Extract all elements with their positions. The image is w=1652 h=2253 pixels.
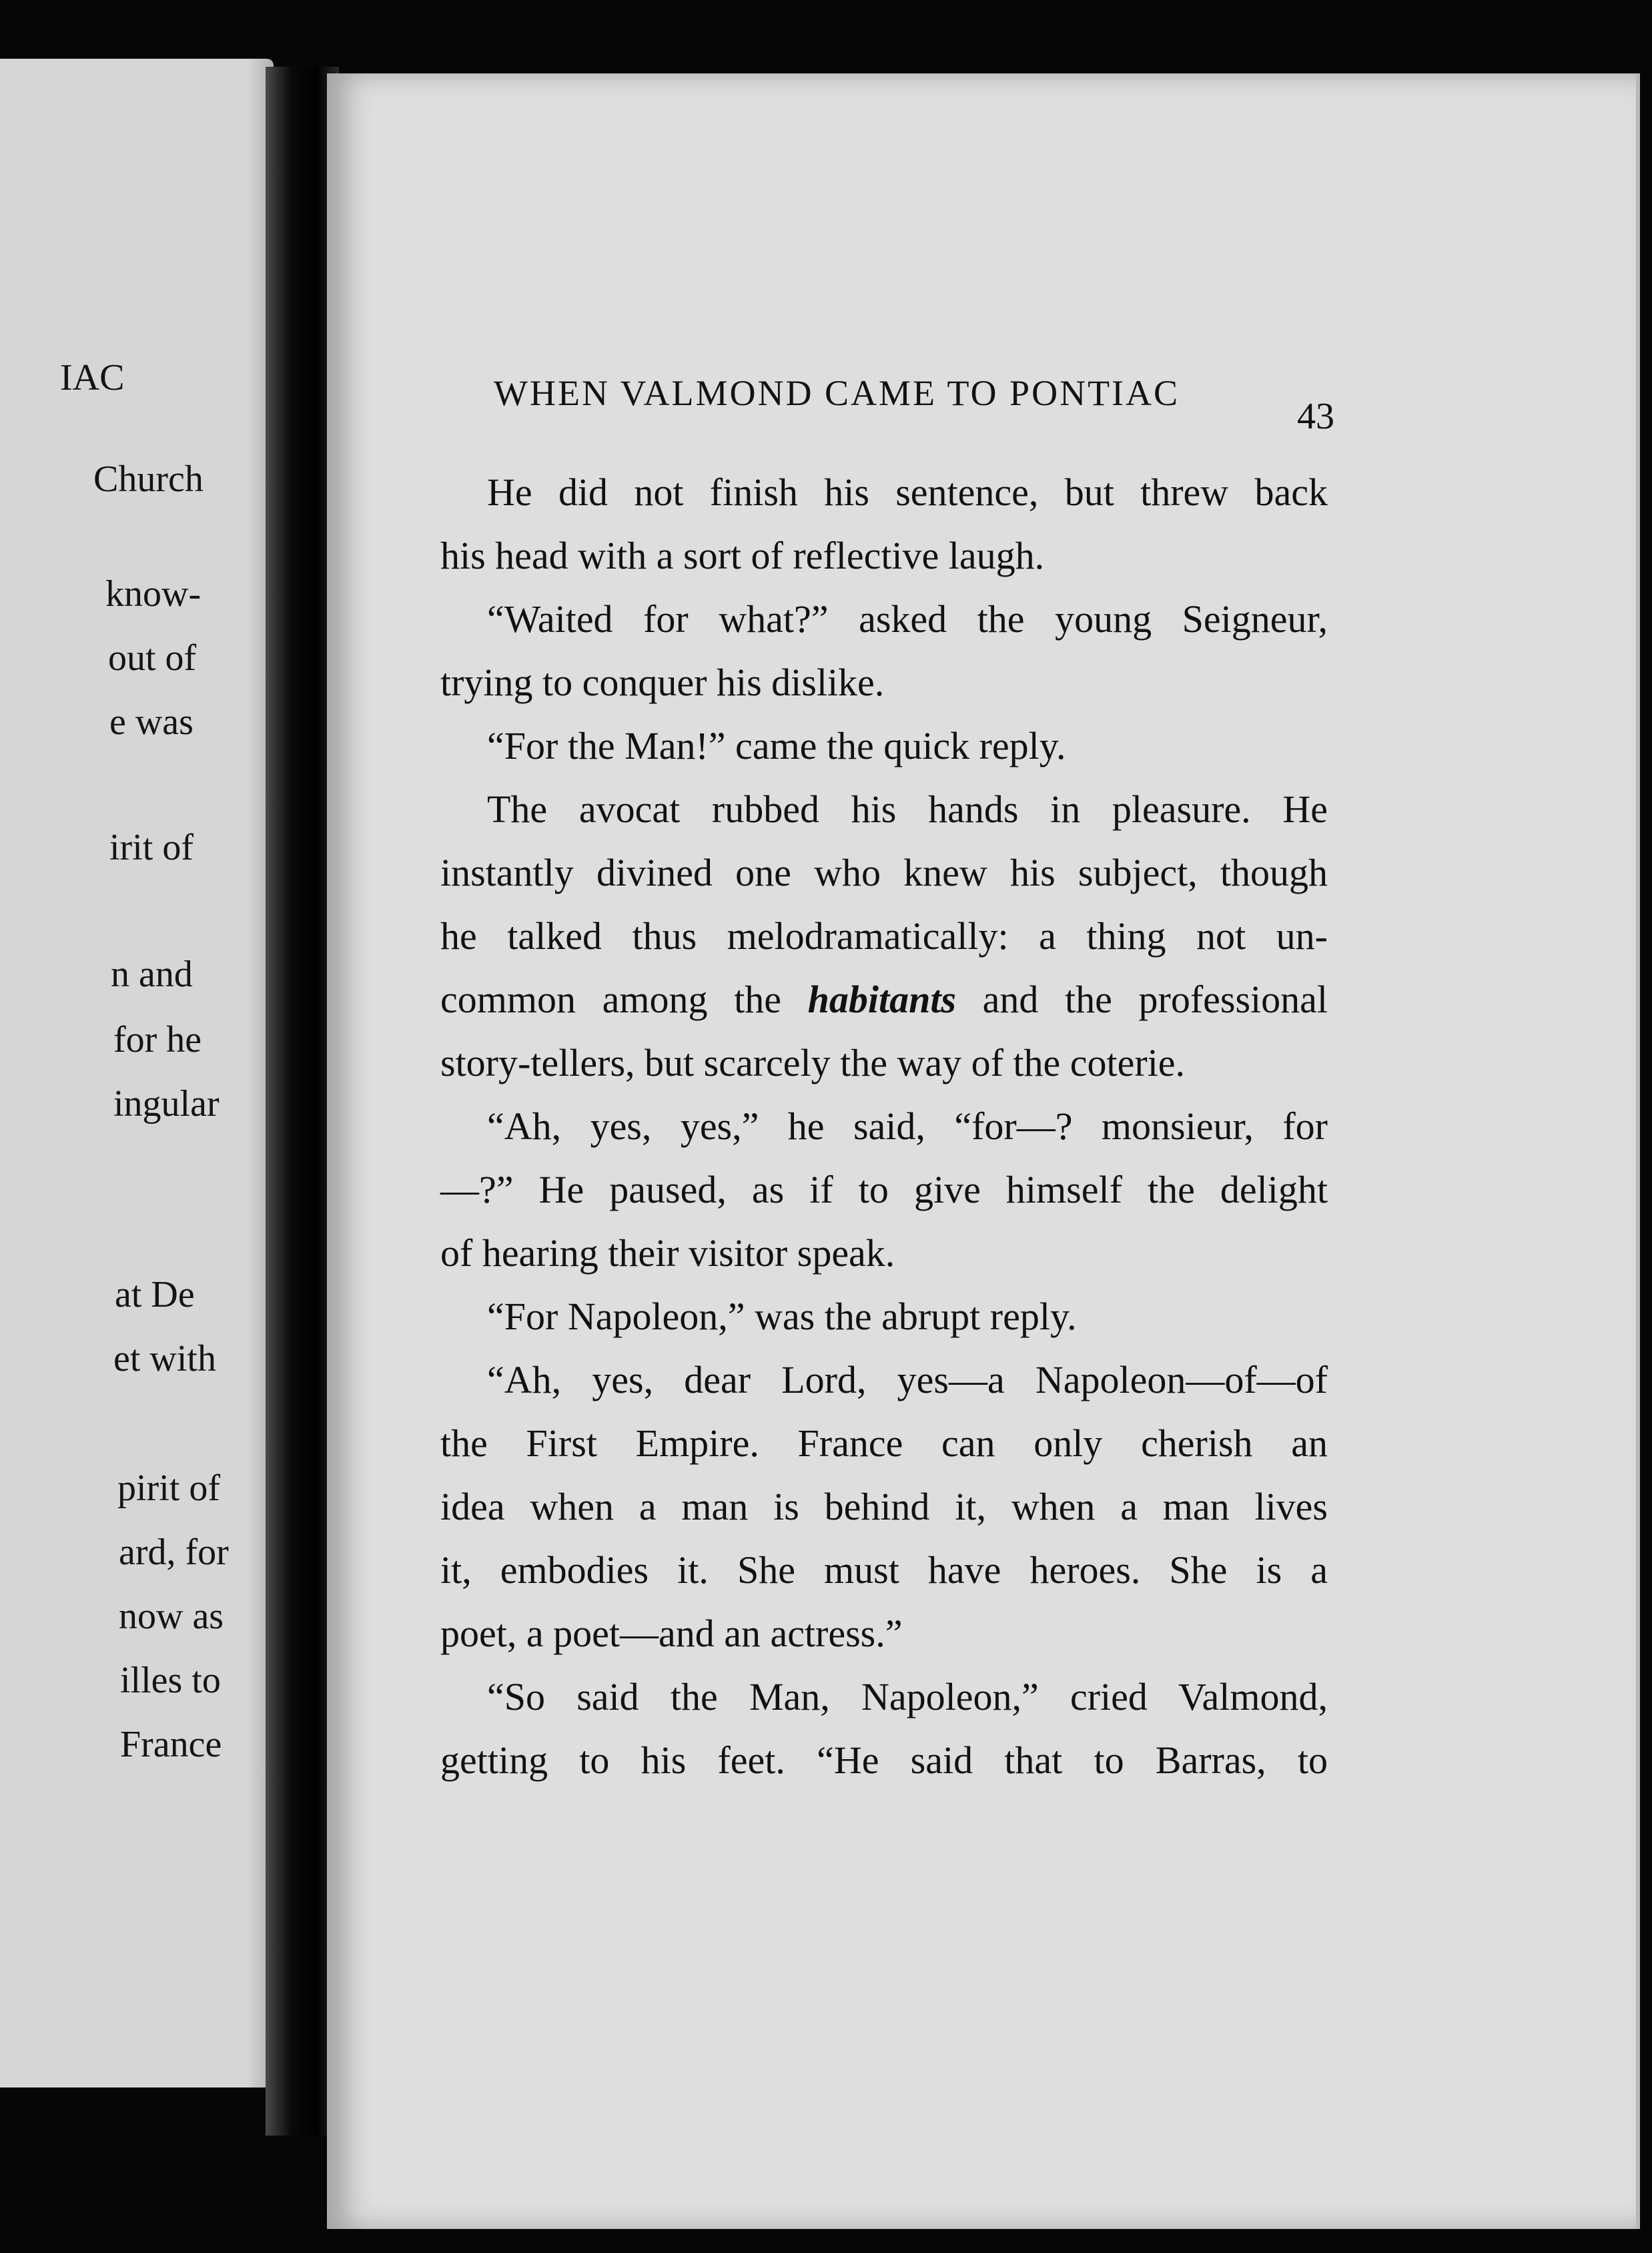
left-fragment: know- bbox=[105, 573, 201, 615]
body-text bbox=[440, 460, 1328, 1792]
left-fragment: e was bbox=[109, 701, 193, 743]
left-fragment: Church bbox=[93, 458, 203, 500]
text-line: “Ah, yes, yes,” he said, “for—? monsieur, for bbox=[487, 1104, 1328, 1148]
left-fragment: irit of bbox=[109, 827, 193, 868]
left-fragment: IAC bbox=[60, 357, 125, 398]
text-line: “For Napoleon,” was the abrupt reply. bbox=[487, 1295, 1077, 1338]
left-fragment: n and bbox=[111, 954, 193, 995]
text-line: “Waited for what?” asked the young Seigneur, bbox=[487, 597, 1328, 641]
left-fragment: illes to bbox=[120, 1660, 221, 1701]
left-fragment: pirit of bbox=[117, 1468, 220, 1509]
text-line: poet, a poet—and an actress.” bbox=[440, 1612, 903, 1655]
text-line: “So said the Man, Napoleon,” cried Valmond, bbox=[487, 1675, 1328, 1718]
text-line: the First Empire. France can only cherish an bbox=[440, 1421, 1328, 1465]
left-fragment: ingular bbox=[113, 1083, 220, 1124]
left-fragment: now as bbox=[119, 1596, 224, 1637]
left-fragment: et with bbox=[113, 1338, 216, 1379]
page-number: 43 bbox=[1297, 396, 1334, 437]
text-line: getting to his feet. “He said that to Barras, to bbox=[440, 1738, 1328, 1782]
text-line: it, embodies it. She must have heroes. She is a bbox=[440, 1548, 1328, 1592]
text-line: his head with a sort of reflective laugh. bbox=[440, 534, 1045, 577]
left-fragment: for he bbox=[113, 1019, 202, 1060]
text-line: of hearing their visitor speak. bbox=[440, 1231, 895, 1275]
left-fragment: out of bbox=[108, 637, 197, 679]
left-fragment: ard, for bbox=[119, 1532, 229, 1573]
text-line: —?” He paused, as if to give himself the delight bbox=[440, 1168, 1328, 1211]
text-line bbox=[440, 968, 1328, 1031]
text-line: He did not finish his sentence, but threw back bbox=[487, 470, 1328, 514]
text-segment: common among the bbox=[440, 978, 808, 1021]
text-line: “For the Man!” came the quick reply. bbox=[487, 724, 1066, 767]
text-line: he talked thus melodramatically: a thing not un- bbox=[440, 914, 1328, 958]
running-head: WHEN VALMOND CAME TO PONTIAC bbox=[494, 373, 1180, 413]
text-segment: and the professional bbox=[956, 978, 1328, 1021]
text-line: idea when a man is behind it, when a man lives bbox=[440, 1485, 1328, 1528]
text-line: instantly divined one who knew his subject, though bbox=[440, 851, 1328, 894]
text-line: The avocat rubbed his hands in pleasure. He bbox=[487, 787, 1328, 831]
left-page bbox=[0, 59, 274, 2087]
italic-word: habitants bbox=[807, 978, 957, 1021]
text-line: story-tellers, but scarcely the way of the coterie. bbox=[440, 1041, 1186, 1084]
text-line: “Ah, yes, dear Lord, yes—a Napoleon—of—of bbox=[487, 1358, 1328, 1401]
left-fragment: France bbox=[120, 1724, 222, 1765]
text-line: trying to conquer his dislike. bbox=[440, 661, 885, 704]
left-fragment: at De bbox=[115, 1274, 195, 1315]
